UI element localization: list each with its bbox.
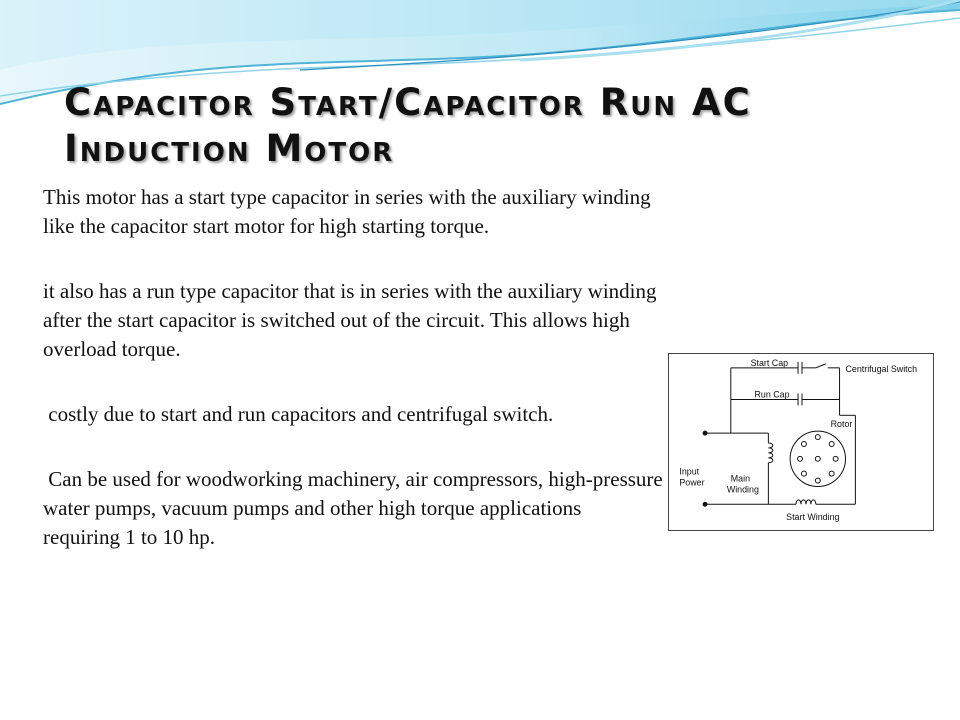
- centrifugal-switch-label: Centrifugal Switch: [845, 363, 918, 374]
- input-power-label-line2: Power: [679, 477, 705, 488]
- paragraph-1: This motor has a start type capacitor in series with the auxiliary winding like the capacitor start motor for high starting torque.: [43, 185, 656, 238]
- main-winding-label-line1: Main: [730, 473, 751, 484]
- start-winding-label: Start Winding: [786, 512, 840, 523]
- rotor-label: Rotor: [830, 419, 853, 430]
- input-power-label-line1: Input: [679, 466, 700, 477]
- circuit-schematic: [669, 354, 933, 530]
- start-cap-label: Start Cap: [750, 357, 789, 368]
- paragraph-3: costly due to start and run capacitors and centrifugal switch.: [43, 402, 554, 426]
- motor-circuit-diagram: [668, 353, 934, 531]
- main-winding-label-line2: Winding: [726, 484, 759, 495]
- paragraph-4: Can be used for woodworking machinery, air compressors, high-pressure water pumps, vacuum pumps and other high torque applications requiring 1 to 10 hp.: [43, 467, 668, 549]
- paragraph-2: it also has a run type capacitor that is in series with the auxiliary winding after the start capacitor is switched out of the circuit. This allows high overload torque.: [43, 279, 662, 361]
- slide-title: Capacitor Start/Capacitor Run AC Induction Motor: [64, 81, 752, 170]
- run-cap-label: Run Cap: [754, 389, 790, 400]
- slide-body: [43, 183, 668, 588]
